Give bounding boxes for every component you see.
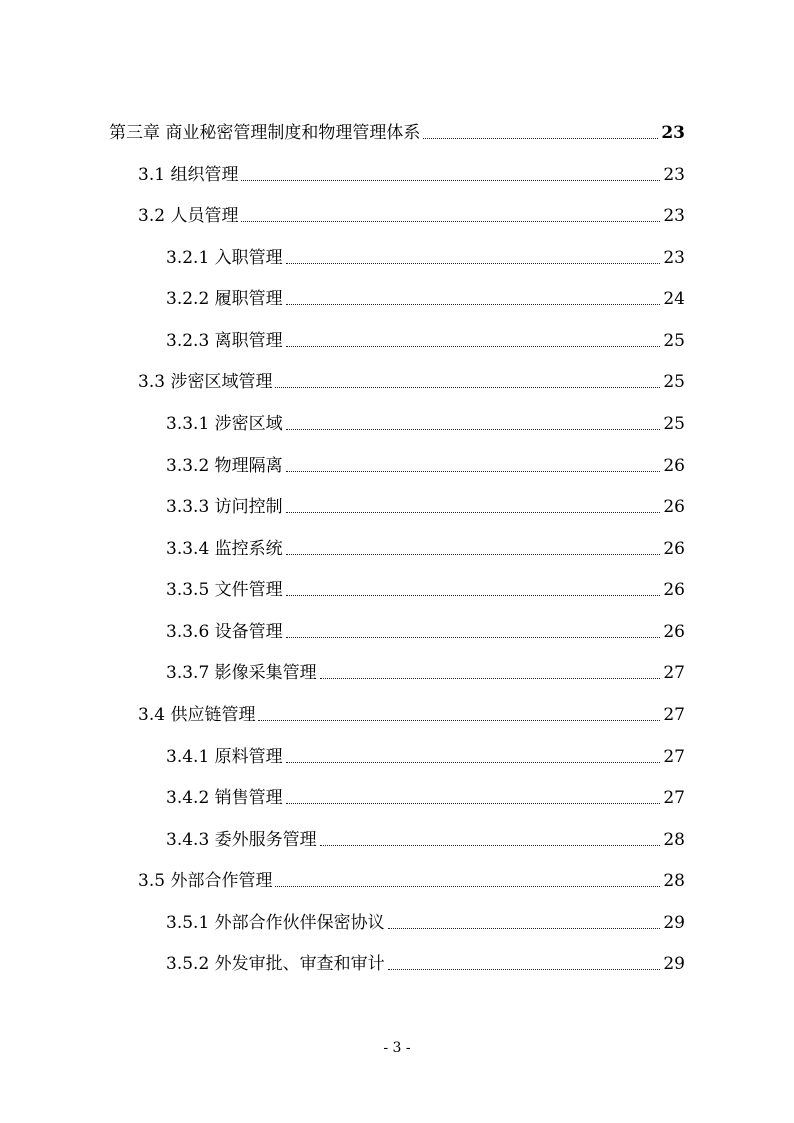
toc-entry-label: 3.2.2 履职管理 (166, 289, 283, 309)
toc-entry-label: 3.4 供应链管理 (138, 705, 256, 725)
toc-entry-page: 27 (663, 788, 685, 808)
toc-entry-label: 3.5.1 外部合作伙伴保密协议 (166, 913, 385, 933)
toc-entry-label: 3.5.2 外发审批、审查和审计 (166, 954, 385, 974)
toc-entry-3-2-3[interactable] (166, 326, 685, 352)
toc-entry-page: 26 (663, 497, 685, 517)
dot-leader (241, 220, 660, 222)
toc-entry-chapter-3[interactable] (109, 118, 685, 144)
toc-entry-3-4-1[interactable] (166, 742, 685, 768)
toc-entry-page: 25 (663, 331, 685, 351)
toc-entry-page: 28 (663, 871, 685, 891)
dot-leader (286, 262, 661, 264)
toc-entry-3-3-5[interactable] (166, 575, 685, 601)
dot-leader (286, 636, 661, 638)
toc-entry-3-5-1[interactable] (166, 908, 685, 934)
toc-entry-3-4-3[interactable] (166, 825, 685, 851)
toc-entry-label: 3.1 组织管理 (138, 165, 239, 185)
toc-entry-page: 25 (663, 372, 685, 392)
toc-entry-3-2-2[interactable] (166, 284, 685, 310)
dot-leader (286, 761, 661, 763)
toc-entry-page: 26 (663, 539, 685, 559)
dot-leader (286, 802, 661, 804)
toc-entry-page: 27 (663, 705, 685, 725)
toc-entry-label: 3.5 外部合作管理 (138, 871, 273, 891)
toc-entry-label: 3.4.3 委外服务管理 (166, 830, 317, 850)
toc-entry-page: 23 (663, 248, 685, 268)
dot-leader (423, 137, 658, 139)
dot-leader (286, 553, 661, 555)
toc-entry-label: 3.3.6 设备管理 (166, 622, 283, 642)
toc-entry-label: 3.4.2 销售管理 (166, 788, 283, 808)
toc-entry-page: 26 (663, 580, 685, 600)
toc-entry-page: 25 (663, 414, 685, 434)
page-footer-number: - 3 - (383, 1040, 411, 1056)
toc-entry-3-2[interactable] (138, 201, 685, 227)
toc-entry-label: 3.3.2 物理隔离 (166, 456, 283, 476)
toc-entry-3-3-4[interactable] (166, 534, 685, 560)
toc-entry-page: 29 (663, 954, 685, 974)
toc-entry-3-1[interactable] (138, 160, 685, 186)
dot-leader (320, 844, 661, 846)
toc-entry-3-3-6[interactable] (166, 617, 685, 643)
toc-entry-label: 3.3 涉密区域管理 (138, 372, 273, 392)
toc-entry-3-3-7[interactable] (166, 658, 685, 684)
toc-entry-page: 26 (663, 622, 685, 642)
toc-entry-label: 3.2 人员管理 (138, 206, 239, 226)
toc-entry-label: 3.3.1 涉密区域 (166, 414, 283, 434)
dot-leader (275, 386, 660, 388)
toc-entry-page: 23 (663, 206, 685, 226)
toc-entry-page: 26 (663, 456, 685, 476)
dot-leader (286, 428, 661, 430)
dot-leader (388, 927, 661, 929)
dot-leader (286, 594, 661, 596)
toc-entry-label: 3.2.1 入职管理 (166, 248, 283, 268)
toc-entry-page: 24 (663, 289, 685, 309)
dot-leader (275, 885, 660, 887)
toc-entry-page: 27 (663, 747, 685, 767)
toc-entry-3-3-3[interactable] (166, 492, 685, 518)
toc-entry-label: 3.4.1 原料管理 (166, 747, 283, 767)
toc-entry-3-3[interactable] (138, 367, 685, 393)
toc-entry-3-3-1[interactable] (166, 409, 685, 435)
dot-leader (286, 511, 661, 513)
dot-leader (320, 677, 661, 679)
toc-entry-3-4[interactable] (138, 700, 685, 726)
toc-entry-page: 27 (663, 663, 685, 683)
toc-entry-3-5[interactable] (138, 866, 685, 892)
toc-entry-label: 3.2.3 离职管理 (166, 331, 283, 351)
toc-entry-page: 29 (663, 913, 685, 933)
toc-entry-page: 23 (663, 165, 685, 185)
dot-leader (286, 345, 661, 347)
toc-entry-label: 第三章 商业秘密管理制度和物理管理体系 (109, 123, 421, 143)
toc-entry-label: 3.3.7 影像采集管理 (166, 663, 317, 683)
dot-leader (258, 719, 660, 721)
dot-leader (241, 179, 660, 181)
dot-leader (388, 968, 661, 970)
toc-entry-label: 3.3.3 访问控制 (166, 497, 283, 517)
toc-entry-3-2-1[interactable] (166, 243, 685, 269)
toc-entry-page: 28 (663, 830, 685, 850)
toc-entry-3-5-2[interactable] (166, 949, 685, 975)
toc-entry-page: 23 (661, 123, 685, 143)
dot-leader (286, 303, 661, 305)
dot-leader (286, 470, 661, 472)
toc-entry-3-4-2[interactable] (166, 783, 685, 809)
toc-entry-label: 3.3.4 监控系统 (166, 539, 283, 559)
toc-entry-3-3-2[interactable] (166, 451, 685, 477)
toc-entry-label: 3.3.5 文件管理 (166, 580, 283, 600)
